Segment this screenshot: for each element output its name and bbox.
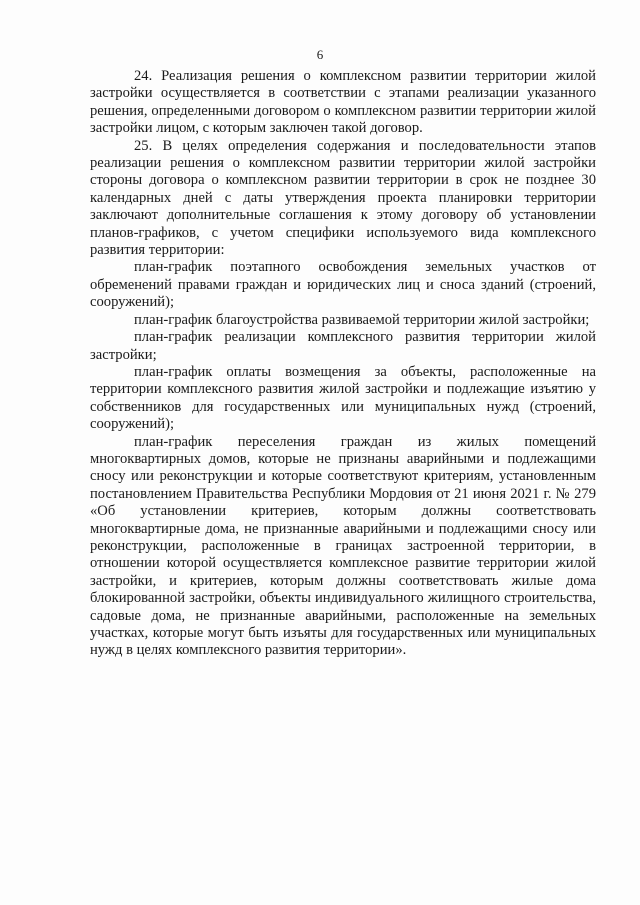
paragraph-24: 24. Реализация решения о комплексном развитии территории жилой застройки осуществляется в соответствии с этапами реализации указанного решения, определенными договором о комплексном развитии территории жилой застройки лицом, с которым заключен такой договор. [90, 68, 596, 137]
list-item-improvement-schedule: план-график благоустройства развиваемой территории жилой застройки; [134, 311, 590, 328]
list-item-resettlement-schedule: план-график переселения граждан из жилых помещений многоквартирных домов, которые не признаны аварийными и подлежащими сносу или реконструкции и которые соответствуют критериям, установленным постановлением Правительства Республики Мордовия от 21 июня 2021 г. № 279 «Об установлении критериев, которым должны соответствовать многоквартирные дома, не признанные аварийными и подлежащими сносу или реконструкции, расположенные в границах застроенной территории, в отношении которой осуществляется комплексное развитие территории жилой застройки, и критериев, которым должны соответствовать жилые дома блокированной застройки, объекты индивидуального жилищного строительства, садовые дома, не признанные аварийными, расположенные на земельных участках, которые могут быть изъяты для государственных или муниципальных нужд в целях комплексного развития территории». [90, 433, 596, 659]
list-item-compensation-schedule: план-график оплаты возмещения за объекты, расположенные на территории комплексного развития жилой застройки и подлежащие изъятию у собственников для государственных или муниципальных нужд (строений, сооружений); [90, 363, 596, 433]
paragraph-25: 25. В целях определения содержания и последовательности этапов реализации решения о комплексном развитии территории жилой застройки стороны договора о комплексном развитии территории в срок не позднее 30 календарных дней с даты утверждения проекта планировки территории заключают дополнительные соглашения к этому договору об установлении планов-графиков, с учетом специфики используемого вида комплексного развития территории: [90, 137, 596, 259]
document-body [90, 68, 596, 660]
list-item-development-schedule: план-график реализации комплексного развития территории жилой застройки; [90, 329, 596, 363]
list-item-land-release-schedule: план-график поэтапного освобождения земельных участков от обременений правами граждан и юридических лиц и сноса зданий (строений, сооружений); [90, 259, 596, 311]
page-number: 6 [316, 47, 324, 62]
